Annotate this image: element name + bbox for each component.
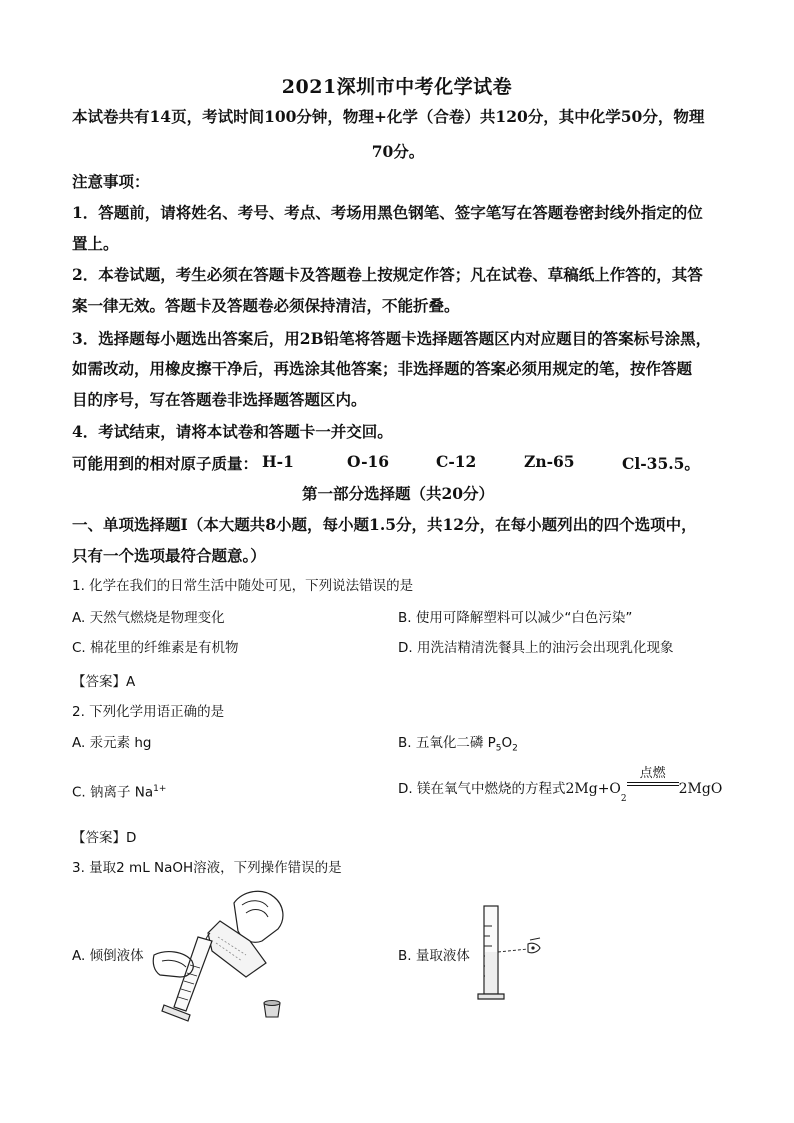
part-heading-line-1: 一、单项选择题Ⅰ（本大题共8小题，每小题1.5分，共12分，在每小题列出的四个选项中， <box>72 515 697 534</box>
notice-item: 3．选择题每小题选出答案后，用2B铅笔将答题卡选择题答题区内对应题目的答案标号涂黑， <box>72 329 712 348</box>
question-2-option-c <box>72 779 166 803</box>
question-1-option-d: D. 用洗洁精清洗餐具上的油污会出现乳化现象 <box>398 640 674 656</box>
question-2-option-a: A. 汞元素 hg <box>72 735 152 751</box>
question-2-option-d <box>398 765 723 804</box>
question-1-option-c: C. 棉花里的纤维素是有机物 <box>72 640 239 656</box>
question-3-option-a: A. 倾倒液体 <box>72 948 144 964</box>
option-b-text: B. 五氧化二磷 P <box>398 735 496 751</box>
equals-sign <box>627 782 679 786</box>
equation-condition <box>627 767 679 791</box>
atomic-mass-value: Zn-65 <box>524 452 575 471</box>
notice-item: 1．答题前，请将姓名、考号、考点、考场用黑色钢笔、签字笔写在答题卷密封线外指定的位 <box>72 203 703 222</box>
atomic-masses <box>72 452 724 474</box>
question-1-stem: 1. 化学在我们的日常生活中随处可见，下列说法错误的是 <box>72 578 414 594</box>
measuring-cylinder-illustration <box>470 902 550 1004</box>
answer-label: 【答案】 <box>72 830 126 846</box>
notice-item: 4．考试结束，请将本试卷和答题卡一并交回。 <box>72 422 393 441</box>
option-c-text: C. 钠离子 Na <box>72 784 154 801</box>
condition-label: 点燃 <box>639 765 666 781</box>
question-3-stem: 3. 量取2 mL NaOH溶液，下列操作错误的是 <box>72 860 342 876</box>
answer-label: 【答案】 <box>72 674 126 690</box>
equation-left: 2Mg+O <box>565 781 621 797</box>
atomic-mass-value: Cl-35.5。 <box>622 454 700 473</box>
page-title: 2021深圳市中考化学试卷 <box>281 76 513 98</box>
notice-item: 案一律无效。答题卡及答题卷必须保持清洁，不能折叠。 <box>72 296 460 315</box>
section-title: 第一部分选择题（共20分） <box>301 484 495 503</box>
question-1-answer <box>72 670 135 690</box>
notice-item: 2．本卷试题，考生必须在答题卡及答题卷上按规定作答；凡在试卷、草稿纸上作答的，其答 <box>72 265 703 284</box>
part-heading-line-2: 只有一个选项最符合题意。） <box>72 546 266 565</box>
answer-value: D <box>126 830 137 846</box>
notice-item: 目的序号，写在答题卷非选择题答题区内。 <box>72 390 367 409</box>
intro-line-1: 本试卷共有14页，考试时间100分钟，物理+化学（合卷）共120分，其中化学50分，物理 <box>72 107 705 126</box>
question-2-answer <box>72 826 136 846</box>
subscript: 2 <box>620 793 627 804</box>
notice-item: 置上。 <box>72 234 119 253</box>
option-b-oxygen: O <box>501 735 513 751</box>
equation-right: 2MgO <box>678 781 723 797</box>
question-3-option-b: B. 量取液体 <box>398 948 470 964</box>
atomic-mass-value: O-16 <box>347 452 390 471</box>
option-d-text: D. 镁在氧气中燃烧的方程式 <box>398 781 566 797</box>
question-2-option-b <box>398 733 518 759</box>
pouring-liquid-illustration <box>150 885 300 1030</box>
answer-value: A <box>126 674 136 690</box>
question-1-option-a: A. 天然气燃烧是物理变化 <box>72 610 225 626</box>
atomic-masses-label: 可能用到的相对原子质量： <box>72 454 259 473</box>
intro-line-2: 70分。 <box>371 142 425 161</box>
question-2-stem: 2. 下列化学用语正确的是 <box>72 704 225 720</box>
superscript: 1+ <box>153 784 167 794</box>
notice-item: 如需改动，用橡皮擦干净后，再选涂其他答案；非选择题的答案必须用规定的笔，按作答题 <box>72 359 693 378</box>
subscript: 5 <box>495 743 502 754</box>
notice-heading: 注意事项： <box>72 172 150 191</box>
atomic-mass-value: C-12 <box>436 452 477 471</box>
atomic-mass-value: H-1 <box>262 452 294 471</box>
question-1-option-b: B. 使用可降解塑料可以减少“白色污染” <box>398 610 633 626</box>
subscript: 2 <box>512 743 518 754</box>
